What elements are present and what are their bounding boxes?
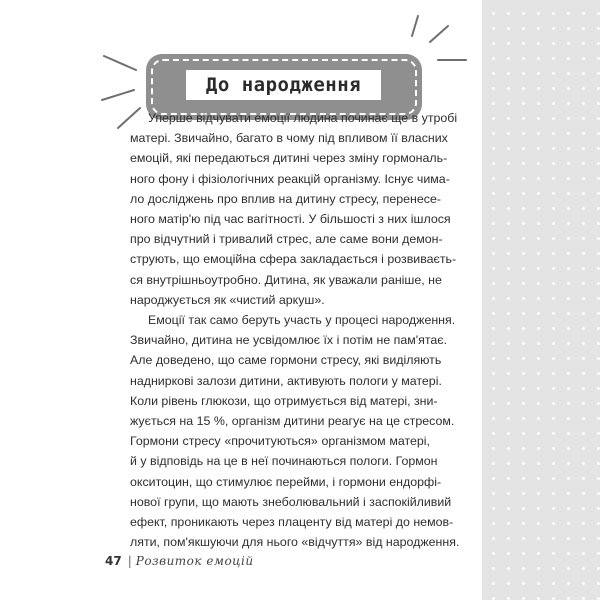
text-line: ся внутрішньоутробно. Дитина, як уважали раніше, не bbox=[130, 272, 442, 287]
text-line: Уперше відчувати емоції людина починає ще в утробі bbox=[148, 111, 458, 125]
text-line: ляти, пом'якшуючи для нього «відчуття» від народження. bbox=[130, 535, 460, 550]
text-line: ло досліджень про вплив на дитину стресу, перенесе- bbox=[130, 191, 441, 206]
text-line: емоцій, які передаються дитині через зміну гормональ- bbox=[130, 151, 448, 166]
text-line: матері. Звичайно, багато в чому під впливом її власних bbox=[130, 131, 448, 146]
text-line: народжується як «чистий аркуш». bbox=[130, 292, 325, 307]
text-line: ефект, проникають через плаценту від матері до немов- bbox=[130, 515, 454, 530]
text-line: Звичайно, дитина не усвідомлює їх і потім не пам'ятає. bbox=[130, 333, 448, 348]
text-line: Коли рівень глюкози, що отримується від матері, зни- bbox=[130, 393, 438, 408]
text-line: ного фону і фізіологічних реакцій організму. Існує чима- bbox=[130, 171, 450, 186]
dotted-side-strip bbox=[482, 0, 600, 600]
page-number: 47 bbox=[105, 554, 122, 568]
footer-separator: | bbox=[127, 554, 132, 568]
body-text bbox=[130, 108, 460, 552]
text-line: струють, що емоційна сфера закладається і розвиваєть- bbox=[130, 252, 457, 267]
text-line: ного матір'ю під час вагітності. У більшості з них ішлося bbox=[130, 212, 451, 227]
text-line: окситоцин, що стимулює перейми, і гормони ендорфі- bbox=[130, 474, 442, 489]
text-line: Але доведено, що саме гормони стресу, які виділяють bbox=[130, 353, 442, 368]
text-line: Гормони стресу «прочитуються» організмом матері, bbox=[130, 434, 430, 449]
running-title: Розвиток емоцій bbox=[135, 554, 254, 568]
paragraph-2 bbox=[130, 310, 460, 552]
text-line: жується на 15 %, організм дитини реагує на це стресом. bbox=[130, 414, 455, 429]
text-line: й у відповідь на це в неї починаються пологи. Гормон bbox=[130, 454, 438, 469]
paragraph-1 bbox=[130, 108, 458, 310]
heading-label-area bbox=[186, 70, 381, 100]
text-line: Емоції так само беруть участь у процесі народження. bbox=[148, 313, 456, 328]
page-footer bbox=[105, 552, 254, 570]
text-line: нової групи, що мають знеболювальний і заспокійливий bbox=[130, 494, 452, 509]
text-line: про відчутний і тривалий стрес, але саме вони демон- bbox=[130, 232, 443, 247]
section-heading: До народження bbox=[205, 74, 362, 96]
text-line: надниркові залози дитини, активують пологи у матері. bbox=[130, 373, 442, 388]
